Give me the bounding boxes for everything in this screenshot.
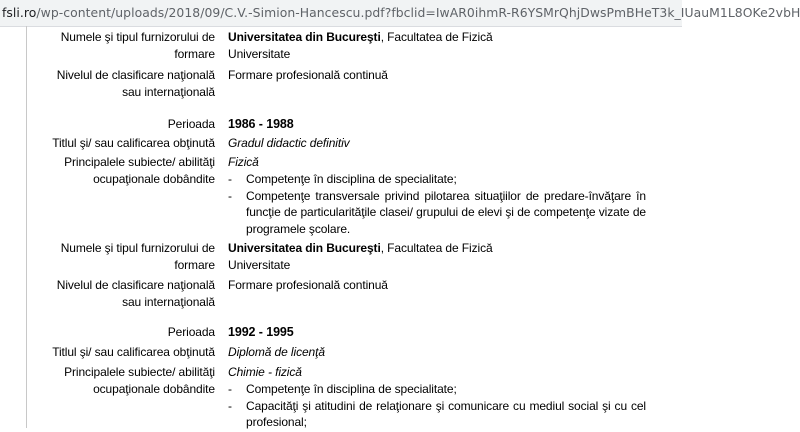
- bullet-text: Competenţe transversale privind pilotarea situaţiilor de predare-învăţare în funcţie de particularităţile clasei/ grupului de elevi şi de competenţe vizate de programele şcolare.: [246, 189, 646, 236]
- period-label: Perioada: [167, 325, 215, 339]
- employer-faculty: , Facultatea de Fizică: [380, 30, 493, 44]
- bullet-dash: -: [228, 382, 232, 396]
- subjects-label: Principalele subiecte/ abilităţi ocupaţionale dobândite: [64, 365, 215, 396]
- employer-value: [228, 29, 646, 62]
- bullet-text: Competenţe în disciplina de specialitate;: [246, 172, 457, 186]
- bullet-item: [228, 381, 646, 398]
- employer-name: Universitatea din Bucureşti: [228, 241, 381, 255]
- employer-name: Universitatea din Bucureşti: [228, 30, 381, 44]
- bullet-dash: -: [228, 189, 232, 203]
- subjects-heading: Chimie - fizică: [228, 365, 302, 379]
- title-label: Titlul şi/ sau calificarea obţinută: [52, 345, 215, 359]
- bullet-dash: -: [228, 172, 232, 186]
- title-value: Diplomă de licenţă: [228, 345, 325, 359]
- bullet-text: Competenţe în disciplina de specialitate;: [246, 382, 457, 396]
- employer-label: Numele şi tipul furnizorului de formare: [60, 241, 215, 272]
- pdf-document-page: [0, 26, 682, 428]
- bullet-item: [228, 398, 646, 432]
- subjects-heading: Fizică: [228, 155, 259, 169]
- bullet-item: [228, 188, 646, 238]
- title-label: Titlul şi/ sau calificarea obţinută: [52, 136, 215, 150]
- level-label: Nivelul de clasificare naţională sau internaţională: [56, 278, 215, 309]
- period-value: 1986 - 1988: [228, 117, 294, 131]
- level-value: Formare profesională continuă: [228, 278, 388, 292]
- bullet-text: Capacităţi şi atitudini de relaţionare şi comunicare cu mediul social şi cu cel profesional;: [246, 399, 646, 430]
- title-value: Gradul didactic definitiv: [228, 136, 350, 150]
- page-left-edge: [26, 26, 27, 428]
- period-label: Perioada: [167, 117, 215, 131]
- level-label: Nivelul de clasificare naţională sau internaţională: [56, 68, 215, 99]
- period-value: 1992 - 1995: [228, 325, 294, 339]
- bullet-item: [228, 171, 646, 188]
- subjects-label: Principalele subiecte/ abilităţi ocupaţionale dobândite: [64, 155, 215, 186]
- employer-type: Universitate: [228, 257, 291, 272]
- employer-value: [228, 240, 646, 273]
- employer-label: Numele şi tipul furnizorului de formare: [60, 30, 215, 61]
- url-text[interactable]: [2, 5, 800, 20]
- level-value: Formare profesională continuă: [228, 68, 388, 82]
- employer-type: Universitate: [228, 46, 291, 61]
- bullet-dash: -: [228, 399, 232, 413]
- url-path: /wp-content/uploads/2018/09/C.V.-Simion-Hancescu.pdf?fbclid=IwAR0ihmR-R6YSMrQhjDwsPmBHeT3k_IUauM1L8OKe2vbH: [36, 5, 800, 20]
- url-host: fsli.ro: [2, 5, 37, 20]
- employer-faculty: , Facultatea de Fizică: [380, 241, 493, 255]
- browser-address-bar[interactable]: [0, 0, 800, 27]
